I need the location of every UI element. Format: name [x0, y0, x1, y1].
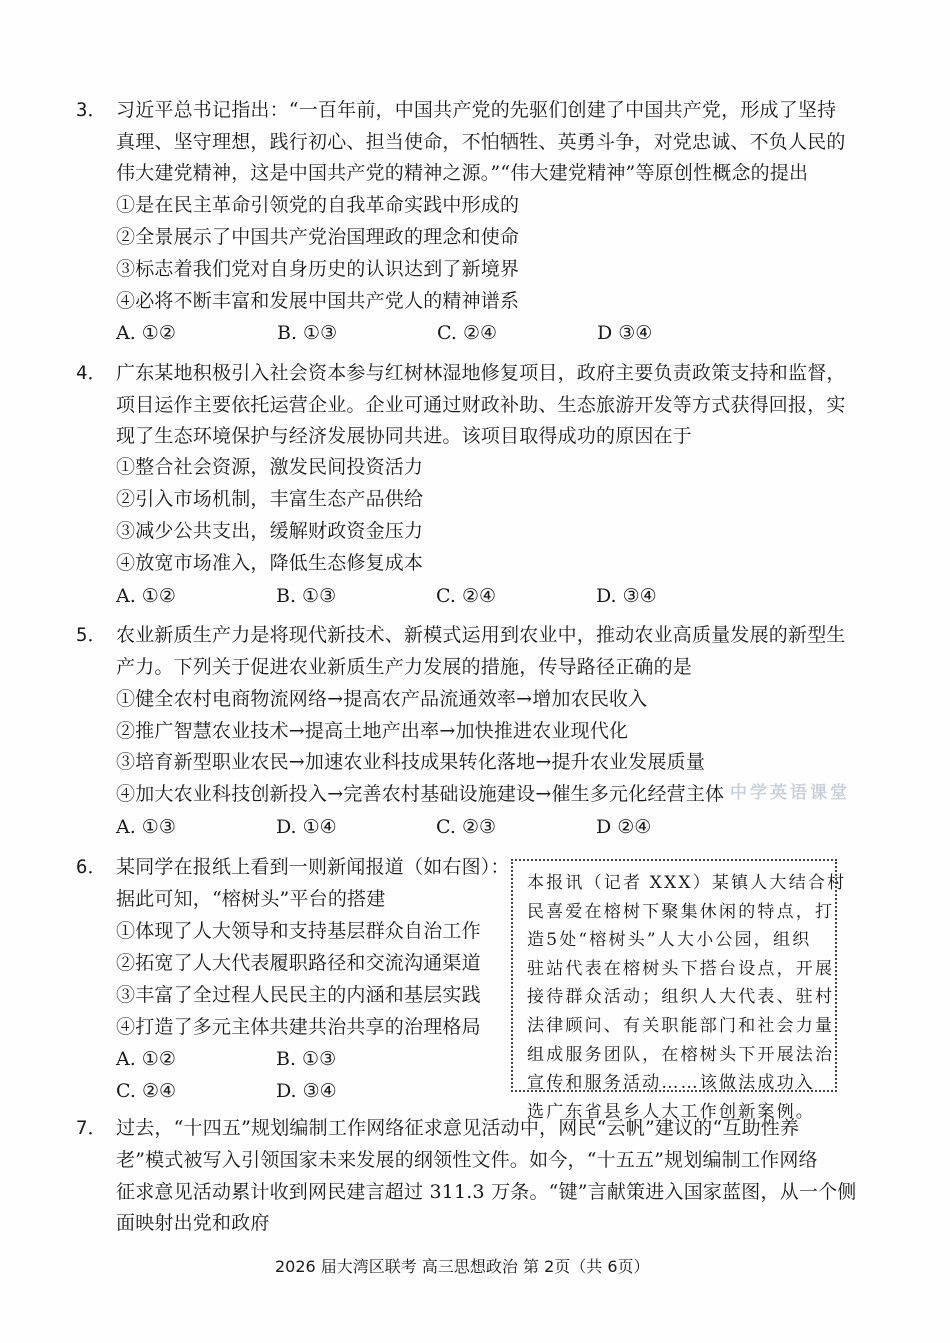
- statement-3: ③标志着我们党对自身历史的认识达到了新境界: [116, 258, 520, 280]
- news-line: 接待群众活动；组织人大代表、驻村: [527, 987, 835, 1008]
- option-b[interactable]: B. ①③: [277, 322, 338, 344]
- option-c[interactable]: C. ②④: [437, 322, 498, 344]
- question-stem-line: 农业新质生产力是将现代新技术、新模式运用到农业中，推动农业高质量发展的新型生: [116, 624, 846, 646]
- question-stem-line: 过去，“十四五”规划编制工作网络征求意见活动中，网民“云帆”建议的“互助性养: [116, 1117, 800, 1139]
- option-d[interactable]: D. ③④: [276, 1080, 337, 1102]
- statement-3: ③减少公共支出，缓解财政资金压力: [116, 520, 424, 542]
- question-stem-line: 习近平总书记指出：“一百年前，中国共产党的先驱们创建了中国共产党，形成了坚持: [116, 99, 837, 121]
- question-stem-line: 老”模式被写入引领国家未来发展的纲领性文件。如今，“十五五”规划编制工作网络: [116, 1149, 818, 1171]
- question-stem-line: 据此可知，“榕树头”平台的搭建: [116, 888, 386, 910]
- statement-3: ③丰富了全过程人民民主的内涵和基层实践: [116, 984, 481, 1006]
- option-b[interactable]: D. ①④: [276, 816, 337, 838]
- statement-1: ①健全农村电商物流网络→提高农产品流通效率→增加农民收入: [116, 688, 648, 710]
- option-a[interactable]: A. ①②: [116, 585, 176, 607]
- option-c[interactable]: C. ②④: [436, 585, 497, 607]
- statement-4: ④必将不断丰富和发展中国共产党人的精神谱系: [116, 290, 520, 312]
- question-number: 6．: [76, 856, 107, 878]
- statement-2: ②推广智慧农业技术→提高土地产出率→加快推进农业现代化: [116, 720, 629, 742]
- question-number: 3．: [76, 99, 107, 121]
- option-c[interactable]: C. ②④: [116, 1080, 177, 1102]
- watermark: 中学英语课堂: [730, 783, 850, 803]
- question-stem-line: 伟大建党精神，这是中国共产党的精神之源。”“伟大建党精神”等原创性概念的提出: [116, 162, 809, 184]
- statement-3: ③培育新型职业农民→加速农业科技成果转化落地→提升农业发展质量: [116, 751, 706, 773]
- statement-1: ①是在民主革命引领党的自我革命实践中形成的: [116, 194, 520, 216]
- news-line: 造5处“榕树头”人大小公园，组织: [527, 930, 812, 951]
- question-number: 5．: [76, 624, 107, 646]
- news-line: 宣传和服务活动……该做法成功入: [527, 1073, 815, 1094]
- question-number: 7．: [76, 1117, 107, 1139]
- option-a[interactable]: A. ①③: [116, 816, 176, 838]
- option-c[interactable]: C. ②③: [436, 816, 497, 838]
- option-a[interactable]: A. ①②: [116, 322, 176, 344]
- question-stem-line: 真理、坚守理想，践行初心、担当使命，不怕牺牲、英勇斗争，对党忠诚、不负人民的: [116, 131, 846, 153]
- option-d[interactable]: D ③④: [597, 322, 653, 344]
- question-stem-line: 征求意见活动累计收到网民建言超过 311.3 万条。“键”言献策进入国家蓝图，从一个侧: [116, 1181, 857, 1203]
- option-b[interactable]: B. ①③: [276, 1048, 337, 1070]
- news-line: 驻站代表在榕树头下搭台设点，开展: [527, 958, 835, 979]
- statement-2: ②全景展示了中国共产党治国理政的理念和使命: [116, 226, 520, 248]
- statement-4: ④打造了多元主体共建共治共享的治理格局: [116, 1016, 481, 1038]
- question-number: 4．: [76, 362, 107, 384]
- question-stem-line: 面映射出党和政府: [116, 1212, 270, 1234]
- question-stem-line: 项目运作主要依托运营企业。企业可通过财政补助、生态旅游开发等方式获得回报，实: [116, 394, 846, 416]
- question-stem-line: 广东某地积极引入社会资本参与红树林湿地修复项目，政府主要负责政策支持和监督，: [116, 362, 846, 384]
- option-d[interactable]: D. ③④: [596, 585, 657, 607]
- news-line: 民喜爱在榕树下聚集休闲的特点，打: [527, 901, 835, 922]
- news-line: 本报讯（记者 XXX）某镇人大结合村: [527, 873, 847, 893]
- statement-1: ①整合社会资源，激发民间投资活力: [116, 456, 424, 478]
- page-footer: 2026 届大湾区联考 高三思想政治 第 2页（共 6页）: [275, 1257, 650, 1276]
- news-line: 组成服务团队，在榕树头下开展法治: [527, 1044, 835, 1065]
- question-stem-line: 某同学在报纸上看到一则新闻报道（如右图）：: [116, 856, 510, 878]
- news-line: 选广东省县乡人大工作创新案例。: [527, 1101, 815, 1122]
- statement-4: ④放宽市场准入，降低生态修复成本: [116, 552, 424, 574]
- option-d[interactable]: D ②④: [596, 816, 652, 838]
- news-report-box: [511, 859, 847, 1122]
- news-line: 法律顾问、有关职能部门和社会力量: [527, 1015, 835, 1036]
- statement-1: ①体现了人大领导和支持基层群众自治工作: [116, 920, 481, 942]
- statement-2: ②引入市场机制，丰富生态产品供给: [116, 488, 424, 510]
- question-stem-line: 现了生态环境保护与经济发展协同共进。该项目取得成功的原因在于: [116, 425, 693, 447]
- option-b[interactable]: B. ①③: [276, 585, 337, 607]
- statement-4: ④加大农业科技创新投入→完善农村基础设施建设→催生多元化经营主体: [116, 783, 725, 805]
- option-a[interactable]: A. ①②: [116, 1048, 176, 1070]
- question-stem-line: 产力。下列关于促进农业新质生产力发展的措施，传导路径正确的是: [116, 656, 693, 678]
- statement-2: ②拓宽了人大代表履职路径和交流沟通渠道: [116, 952, 481, 974]
